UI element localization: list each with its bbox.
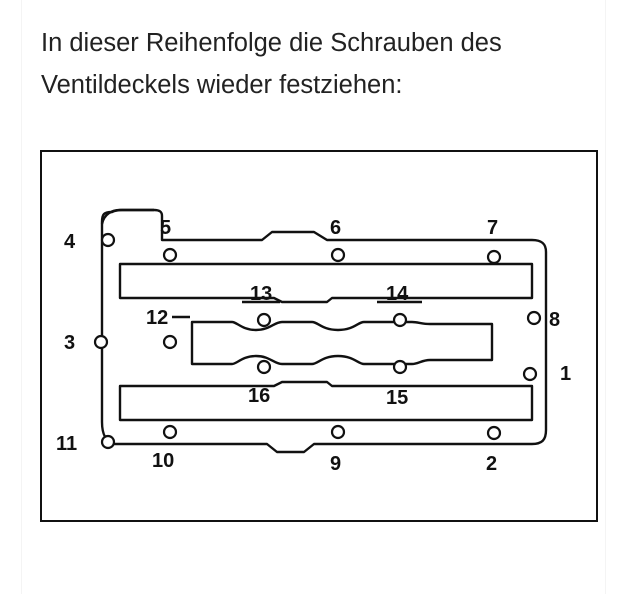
lower-rail <box>120 382 532 420</box>
bolt-15 <box>394 361 406 373</box>
bolt-10 <box>164 426 176 438</box>
instruction-line-2: Ventildeckels wieder festziehen: <box>41 71 403 99</box>
bolt-16 <box>258 361 270 373</box>
bolt-sequence-diagram <box>40 150 598 522</box>
bolt-14 <box>394 314 406 326</box>
valve-cover-drawing <box>42 152 596 520</box>
upper-rail <box>120 264 532 302</box>
bolt-label-5: 5 <box>160 217 172 239</box>
bolt-5 <box>164 249 176 261</box>
bolt-7 <box>488 251 500 263</box>
bolt-label-7: 7 <box>487 217 499 239</box>
instruction-text <box>41 22 601 106</box>
bolt-label-13: 13 <box>250 283 273 305</box>
bolt-label-3: 3 <box>64 332 76 354</box>
center-channel <box>192 322 492 364</box>
bolt-8 <box>528 312 540 324</box>
bolt-11 <box>102 436 114 448</box>
bolt-3 <box>95 336 107 348</box>
bolt-9 <box>332 426 344 438</box>
bolt-1 <box>524 368 536 380</box>
cover-outline <box>102 210 546 452</box>
bolt-label-10: 10 <box>152 450 175 472</box>
bolt-2 <box>488 427 500 439</box>
bolt-label-11: 11 <box>56 433 78 455</box>
bolt-label-12: 12 <box>146 307 169 329</box>
bolt-6 <box>332 249 344 261</box>
left-bracket <box>102 210 154 224</box>
bolt-13 <box>258 314 270 326</box>
bolt-label-1: 1 <box>560 363 572 385</box>
bolt-label-9: 9 <box>330 453 342 475</box>
bolt-4 <box>102 234 114 246</box>
bolt-label-8: 8 <box>549 309 561 331</box>
bolt-label-15: 15 <box>386 387 409 409</box>
bolt-label-4: 4 <box>64 231 76 253</box>
bolt-label-2: 2 <box>486 453 498 475</box>
bolt-label-16: 16 <box>248 385 271 407</box>
instruction-line-1: In dieser Reihenfolge die Schrauben des <box>41 29 502 57</box>
bolt-12 <box>164 336 176 348</box>
bolt-label-14: 14 <box>386 283 409 305</box>
bolt-label-6: 6 <box>330 217 342 239</box>
